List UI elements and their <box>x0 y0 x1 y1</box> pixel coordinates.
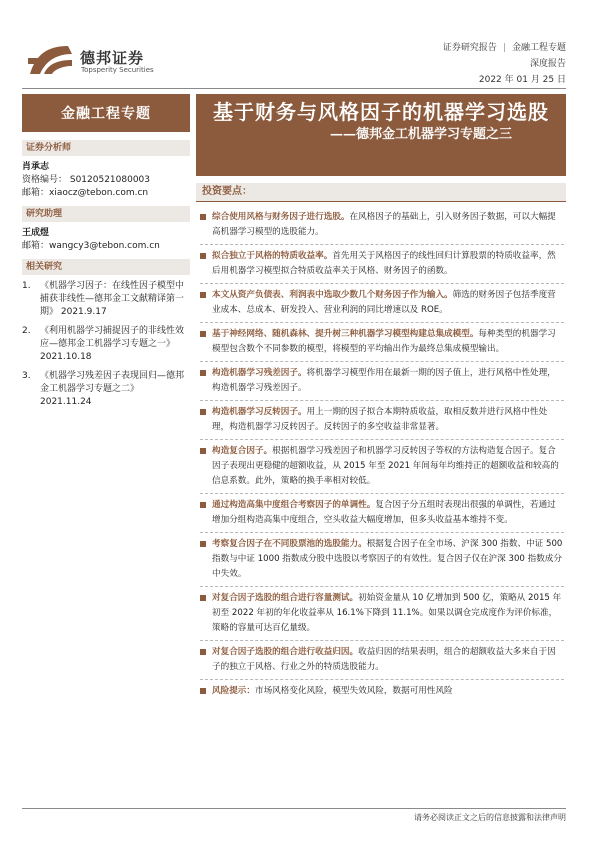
point-lead: 本文从资产负债表、利润表中选取少数几个财务因子作为输入。 <box>212 290 453 300</box>
left-sidebar <box>22 140 190 415</box>
company-logo-icon <box>28 44 74 76</box>
related-item[interactable] <box>22 280 190 319</box>
square-bullet-icon <box>200 292 206 298</box>
analyst-email: 邮箱：xiaocz@tebon.com.cn <box>22 188 149 198</box>
square-bullet-icon <box>200 649 206 655</box>
investment-point <box>200 288 564 323</box>
point-text: 市场风格变化风险，模型失效风险，数据可用性风险 <box>254 686 453 696</box>
left-band-title: 金融工程专题 <box>22 94 190 132</box>
square-bullet-icon <box>200 502 206 508</box>
square-bullet-icon <box>200 331 206 337</box>
square-bullet-icon <box>200 370 206 376</box>
related-item-text: 《机器学习残差因子表现回归—德邦金工机器学习专题之二》 2021.11.24 <box>40 371 185 407</box>
related-research-list <box>22 280 190 409</box>
point-text: 每种类型的机器学习模型包含数个不同参数的模型，将模型的平均输出作为最终总集成模型输出。 <box>212 329 556 354</box>
investment-point <box>200 444 564 494</box>
investment-point <box>200 366 564 401</box>
footer-divider <box>22 808 566 809</box>
related-item-num: 1. <box>22 281 31 291</box>
investment-point <box>200 405 564 440</box>
report-title: 基于财务与风格因子的机器学习选股 <box>213 100 549 124</box>
assistant-section-head: 研究助理 <box>22 206 190 222</box>
investment-highlights-divider <box>196 201 566 202</box>
related-item[interactable] <box>22 325 190 364</box>
square-bullet-icon <box>200 448 206 454</box>
related-item-num: 3. <box>22 371 31 381</box>
investment-highlights-head: 投资要点： <box>196 183 566 201</box>
report-subtitle: ——德邦金工机器学习专题之三 <box>329 127 512 142</box>
analyst-name: 肖承志 <box>22 162 50 172</box>
investment-point <box>200 645 564 680</box>
investment-point <box>200 591 564 641</box>
header-meta <box>443 40 566 88</box>
related-item[interactable] <box>22 370 190 409</box>
analyst-cert: 资格编号： S0120521080003 <box>22 175 151 185</box>
related-section-head: 相关研究 <box>22 259 190 275</box>
point-lead: 风险提示： <box>212 686 255 696</box>
report-title-band <box>196 94 566 176</box>
header-separator: | <box>502 43 506 53</box>
related-item-text: 《机器学习因子：在线性因子模型中捕获非线性—德邦金工文献精译第一期》 2021.9.17 <box>40 281 185 317</box>
investment-points <box>200 210 564 707</box>
point-lead: 对复合因子选股的组合进行收益归因。 <box>212 647 359 657</box>
point-lead: 考察复合因子在不同股票池的选股能力。 <box>212 539 367 549</box>
investment-point <box>200 537 564 587</box>
header-category-line <box>443 40 566 56</box>
related-item-text: 《利用机器学习捕捉因子的非线性效应—德邦金工机器学习专题之一》 2021.10.18 <box>40 326 185 362</box>
point-text: 收益归因的结果表明，组合的超额收益大多来自于因子的独立于风格、行业之外的特质选股能力。 <box>212 647 556 672</box>
point-lead: 通过构造高集中度组合考察因子的单调性。 <box>212 500 376 510</box>
report-date: 2022 年 01 月 25 日 <box>478 75 566 85</box>
point-lead: 构造机器学习反转因子。 <box>212 407 307 417</box>
investment-point <box>200 249 564 284</box>
footer-disclaimer: 请务必阅读正文之后的信息披露和法律声明 <box>414 813 566 822</box>
report-type: 金融工程专题 <box>511 43 566 53</box>
investment-point <box>200 498 564 533</box>
square-bullet-icon <box>200 595 206 601</box>
point-text: 首先用关于风格因子的线性回归计算股票的特质收益率，然后用机器学习模型拟合特质收益率关于风格、财务因子的函数。 <box>212 251 556 276</box>
square-bullet-icon <box>200 253 206 259</box>
point-lead: 拟合独立于风格的特质收益率。 <box>212 251 333 261</box>
point-text: 初始资金量从 10 亿增加到 500 亿，策略从 2015 年初至 2022 年初的年化收益率从 16.1%下降到 11.1%。如果以调仓完成度作为评价标准，策略的容量可达百亿量级。 <box>212 593 562 633</box>
assistant-name: 王成煜 <box>22 228 50 238</box>
point-lead: 基于神经网络、随机森林、提升树三种机器学习模型构建总集成模型。 <box>212 329 479 339</box>
point-lead: 构造机器学习残差因子。 <box>212 368 307 378</box>
point-text: 根据机器学习残差因子和机器学习反转因子等权的方法构造复合因子。复合因子表现出更稳健的超额收益，从 2015 年至 2021 年间每年均维持正的超额收益和较高的信息系数。此外，策略的换手率相对较低。 <box>212 446 559 486</box>
point-lead: 构造复合因子。 <box>212 446 273 456</box>
point-text: 用上一期的因子拟合本期特质收益，取相反数并进行风格中性处理，构造机器学习反转因子。反转因子的多空收益非常显著。 <box>212 407 548 432</box>
investment-point <box>200 327 564 362</box>
point-text: 将机器学习模型作用在最新一期的因子值上，进行风格中性处理，构造机器学习残差因子。 <box>212 368 556 393</box>
point-text: 复合因子分五组时表现出很强的单调性，若通过增加分组构造高集中度组合，空头收益大幅度增加，但多头收益基本维持不变。 <box>212 500 556 525</box>
logo <box>28 44 158 76</box>
related-item-num: 2. <box>22 326 31 336</box>
header-divider <box>22 88 566 89</box>
logo-name-cn: 德邦证券 <box>80 49 145 67</box>
risk-warning <box>200 684 564 703</box>
analyst-section-head: 证券分析师 <box>22 140 190 156</box>
point-lead: 综合使用风格与财务因子进行选股。 <box>212 212 350 222</box>
point-text: 根据复合因子在全市场、沪深 300 指数、中证 500 指数与中证 1000 指数成分股中选股以考察因子的有效性。复合因子仅在沪深 300 指数成分中失效。 <box>212 539 563 579</box>
point-text: 在风格因子的基础上，引入财务因子数据，可以大幅提高机器学习模型的选股能力。 <box>212 212 556 237</box>
report-kind: 深度报告 <box>529 59 566 69</box>
assistant-email: 邮箱：wangcy3@tebon.com.cn <box>22 241 160 251</box>
logo-name-en: Topsperity Securities <box>81 66 154 74</box>
square-bullet-icon <box>200 214 206 220</box>
square-bullet-icon <box>200 409 206 415</box>
point-lead: 对复合因子选股的组合进行容量测试。 <box>212 593 359 603</box>
square-bullet-icon <box>200 541 206 547</box>
investment-point <box>200 210 564 245</box>
square-bullet-icon <box>200 688 206 694</box>
point-text: 筛选的财务因子包括季度营业成本、总成本、研发投入、营业利润的同比增速以及 ROE。 <box>212 290 556 315</box>
report-category: 证券研究报告 <box>442 43 497 53</box>
